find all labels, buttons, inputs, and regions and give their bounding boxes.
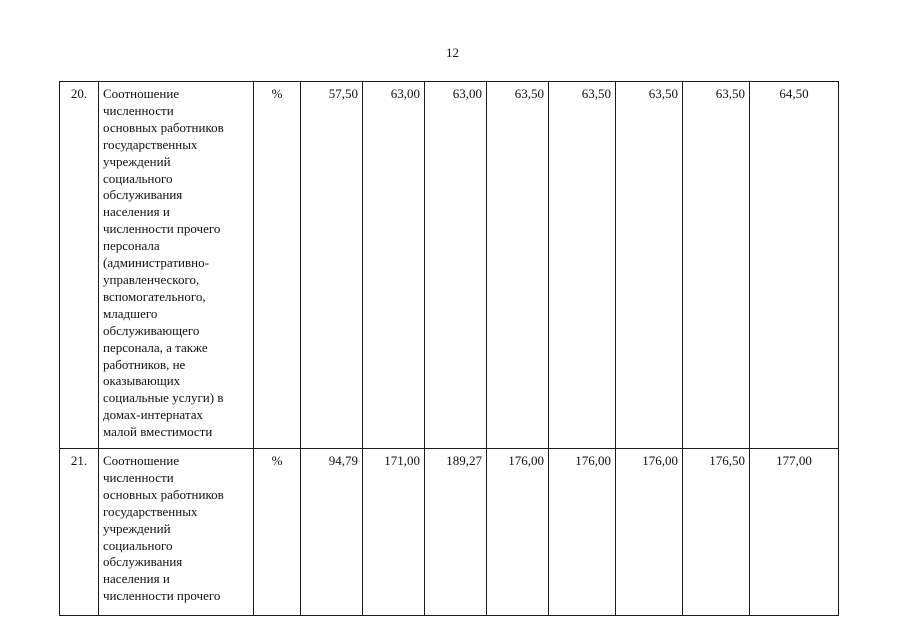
table-row [60, 82, 839, 449]
value-cell: 176,00 [487, 449, 549, 616]
indicator-name-cell [99, 449, 254, 616]
value-cell: 63,00 [363, 82, 425, 449]
value-cell: 63,50 [616, 82, 683, 449]
value-cell: 63,50 [683, 82, 750, 449]
value-cell: 94,79 [301, 449, 363, 616]
value-cell: 57,50 [301, 82, 363, 449]
indicator-name-cell [99, 82, 254, 449]
value-cell: 176,00 [616, 449, 683, 616]
unit-cell: % [254, 449, 301, 616]
page-number: 12 [446, 45, 459, 60]
value-cell: 189,27 [425, 449, 487, 616]
value-cell: 171,00 [363, 449, 425, 616]
indicator-name-text: Соотношение численности основных работников государственных учреждений социального обслуживания населения и численности прочего [103, 453, 224, 604]
value-cell: 177,00 [750, 449, 839, 616]
row-number-cell: 21. [60, 449, 99, 616]
value-cell: 64,50 [750, 82, 839, 449]
value-cell: 63,50 [487, 82, 549, 449]
indicator-name-text: Соотношение численности основных работников государственных учреждений социального обслуживания населения и численности прочего персонала (административно- управленческого, вспомогательного, младшего обслуживающего персонала, а также работников, не оказывающих социальные услуги) в домах-интернатах малой вместимости [103, 86, 224, 440]
table-row [60, 449, 839, 616]
value-cell: 176,00 [549, 449, 616, 616]
row-number-cell: 20. [60, 82, 99, 449]
value-cell: 176,50 [683, 449, 750, 616]
unit-cell: % [254, 82, 301, 449]
value-cell: 63,50 [549, 82, 616, 449]
indicator-table [59, 81, 839, 616]
value-cell: 63,00 [425, 82, 487, 449]
